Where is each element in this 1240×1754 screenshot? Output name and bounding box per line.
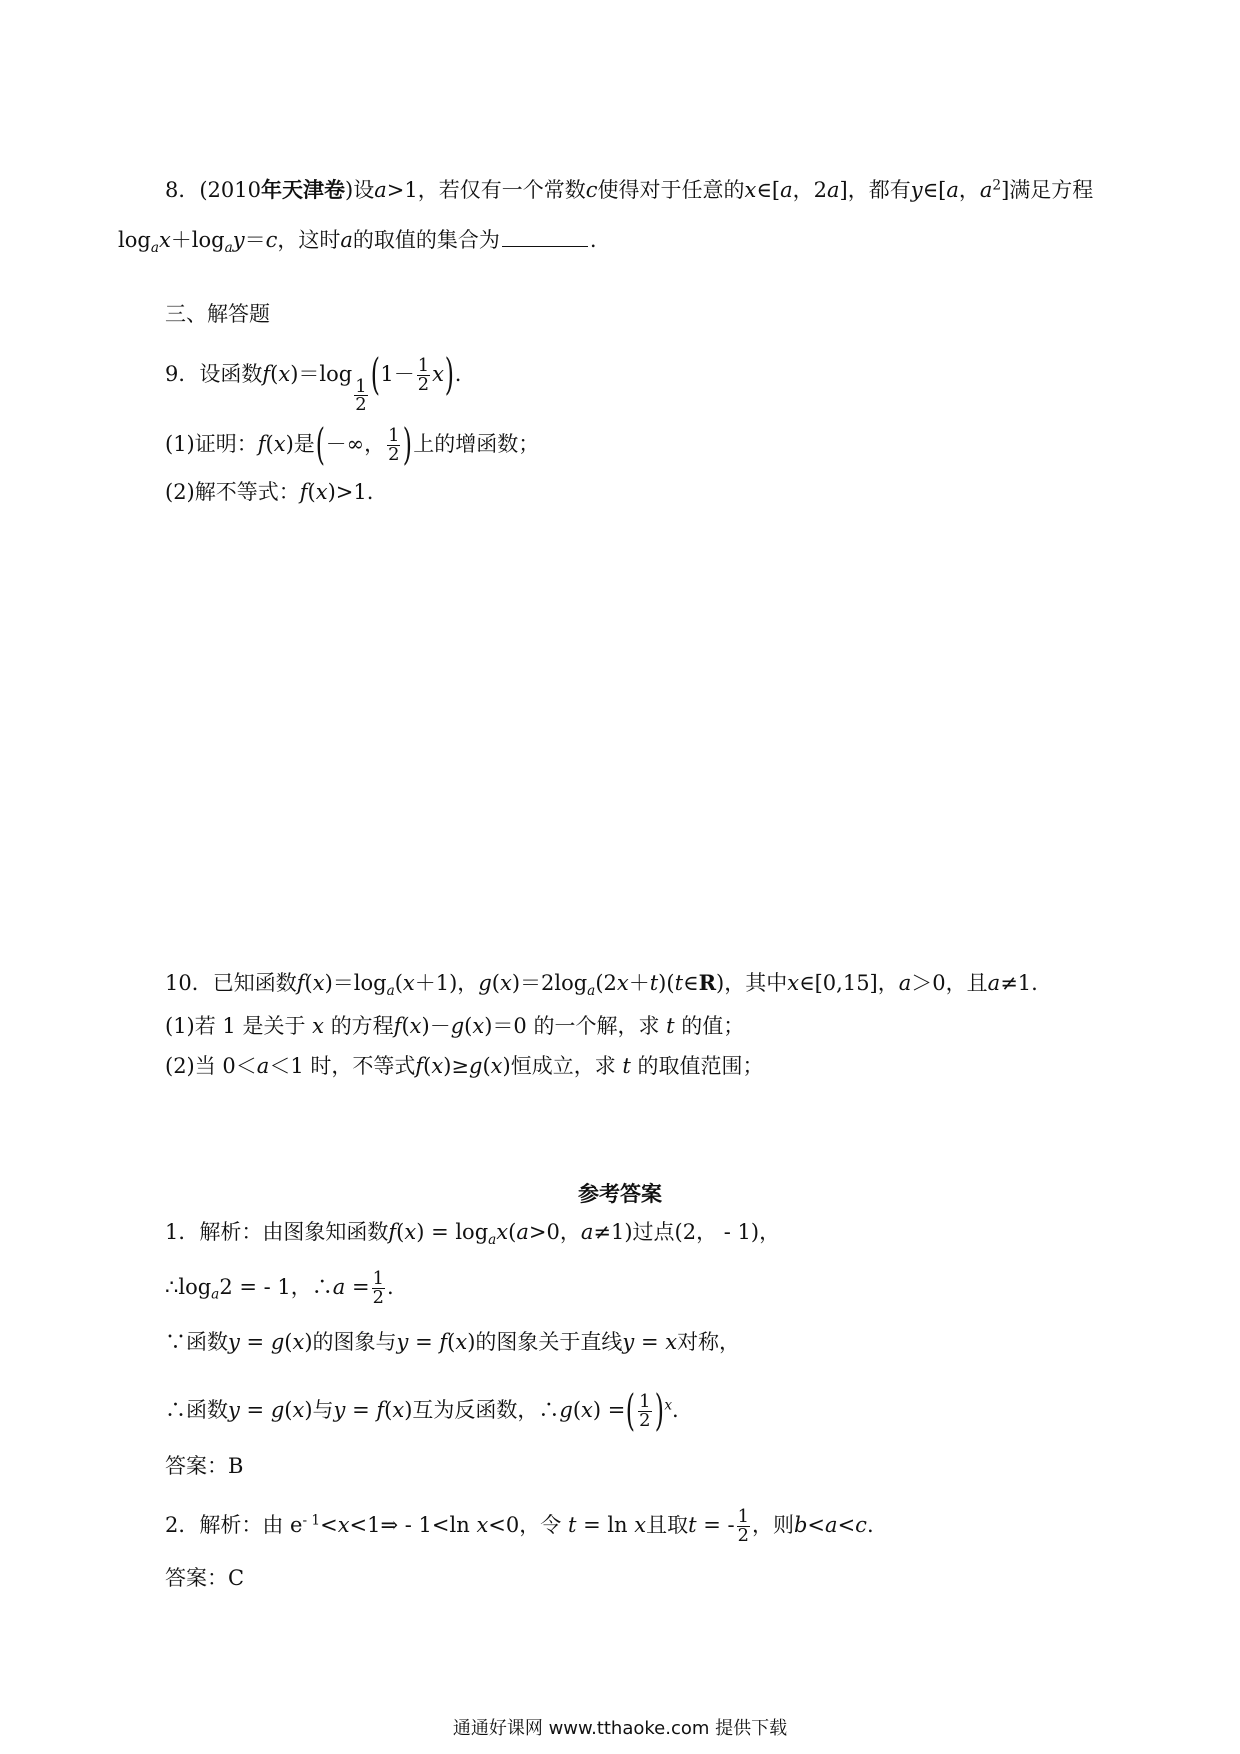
text: 的取值范围； [637,1054,764,1078]
var: a [580,1220,594,1244]
text: ＋1)， [414,971,479,995]
a1-line2 [165,1270,394,1307]
subscript: a [150,239,159,256]
subscript: a [211,1286,220,1303]
var: x [292,1330,305,1354]
text: < [320,1512,338,1537]
text: = [345,1274,370,1299]
text: ＝ [244,228,266,252]
text: . [672,1398,679,1423]
var: t [688,1512,697,1537]
var: x [476,1512,489,1537]
text: = [408,1330,440,1354]
var: f [296,971,305,995]
text: <1⇒ - 1<ln [349,1512,470,1537]
a1-line1 [165,1220,781,1248]
text: ( [396,1220,405,1244]
q10-part1 [165,1014,744,1039]
numerator: 1 [417,355,430,377]
text: ]满足方程 [1001,178,1094,202]
right-paren: ) [654,1386,664,1436]
text: ( [401,1014,410,1038]
text: )恒成立，求 [502,1054,616,1078]
numerator: 1 [639,1391,651,1413]
denominator: 2 [355,394,367,416]
text: )，其中 [716,971,788,995]
var: x [273,432,286,457]
text: <0，令 [488,1512,562,1537]
answers-title: 参考答案 [578,1182,662,1206]
var: x [472,1014,485,1038]
text: 的值； [681,1014,745,1038]
text: ∴函数 [165,1398,228,1423]
q10-part2 [165,1054,764,1079]
text: )＝2log [511,971,588,995]
q9-part1 [165,420,540,470]
text: ＞0，且 [911,971,988,995]
fraction [387,427,400,464]
denominator: 2 [639,1410,651,1432]
left-paren: ( [315,420,325,470]
text: < [837,1512,856,1537]
text: >1，若仅有一个常数 [386,178,586,202]
text: －∞， [325,432,386,457]
text: ∈[ [756,178,781,202]
var: a [256,1054,270,1078]
text: )与 [304,1398,334,1423]
var: t [674,971,684,995]
text: 的取值的集合为 [352,228,500,252]
text: . [454,362,462,387]
var: x [392,1398,405,1423]
text: )设 [345,178,375,202]
q10-stem [165,970,1038,999]
text: 使得对于任意的 [597,178,745,202]
q8-line2 [118,228,597,256]
var: y [228,1398,240,1423]
var: y [228,1330,240,1354]
section-title: 三、解答题 [165,302,270,326]
fraction [417,357,430,394]
a2-line1 [165,1508,874,1545]
text: 上的增函数； [413,432,540,457]
text: (2 [595,971,617,995]
text: ( [491,971,500,995]
var: x [278,362,291,387]
subscript: a [224,239,233,256]
var: a [374,178,387,202]
text: ∈[0,15]， [799,971,899,995]
text: )＝log [290,362,353,387]
text: (2)当 0＜ [165,1054,257,1078]
var: x [312,1014,324,1038]
text: ＋log [170,228,225,252]
exponent: - 1 [302,1512,321,1529]
exponent: 2 [992,177,1002,194]
text: )是 [285,432,315,457]
text: (1)证明： [165,432,258,457]
var: x [432,362,444,387]
q9-stem [165,350,462,416]
var: y [232,228,245,252]
var: t [622,1054,631,1078]
var: x [312,971,325,995]
text: )＝log [324,971,387,995]
var: f [415,1054,424,1078]
left-paren: ( [626,1386,636,1436]
var: x [616,971,629,995]
var: a [898,971,912,995]
text: (1)若 1 是关于 [165,1014,306,1038]
text: ( [307,480,316,504]
text: = - [696,1512,735,1537]
text: = ln [576,1512,628,1537]
var: g [469,1054,483,1078]
text: 10．已知函数 [165,971,297,995]
text: ， [958,178,980,202]
text: ，则 [751,1512,794,1537]
text: 9．设函数 [165,362,263,387]
text: )的图象与 [304,1330,397,1354]
fraction [737,1508,750,1545]
text: >0， [528,1220,581,1244]
var: x [787,971,800,995]
var: x [158,228,171,252]
text: ( [265,432,274,457]
footer: 通通好课网 www.tthaoke.com 提供下载 [452,1718,788,1739]
var: a [987,971,1001,995]
text: ( [284,1330,293,1354]
text: )－ [421,1014,451,1038]
text: ∵函数 [165,1330,228,1354]
text: = [239,1330,271,1354]
fraction-base [354,375,367,416]
text: ，2 [792,178,827,202]
q9-part2 [165,480,373,505]
text: )≥ [443,1054,469,1078]
var: a [946,178,959,202]
var: g [559,1398,573,1423]
text: . [589,228,597,252]
text: ( [423,1054,432,1078]
a1-answer: 答案：B [165,1454,244,1478]
answer-blank[interactable] [502,245,588,247]
subscript: a [587,982,596,999]
text: . [866,1512,874,1537]
text: ( [384,1398,393,1423]
var: x [665,1330,678,1354]
text: = [634,1330,666,1354]
text: 1．解析：由图象知函数 [165,1220,389,1244]
var: x [496,1220,509,1244]
text: ≠1. [1000,971,1038,995]
right-paren: ) [444,350,454,400]
text: = [345,1398,377,1423]
q8-line1 [165,178,1093,203]
var: f [393,1014,402,1038]
text: ) = log [416,1220,489,1244]
var: y [396,1330,409,1354]
fraction [638,1393,651,1430]
var: g [450,1014,465,1038]
text: 年天津卷 [261,178,345,202]
var: y [333,1398,346,1423]
a1-line4 [165,1386,679,1436]
text: ( [447,1330,456,1354]
text: 对称， [677,1330,741,1354]
var: f [262,362,271,387]
var: a [340,228,353,252]
var: f [299,480,308,504]
numerator: 1 [355,375,367,397]
var: a [826,178,840,202]
text: ( [508,1220,517,1244]
text: (2)解不等式： [165,480,300,504]
var: f [388,1220,397,1244]
var: a [979,178,993,202]
numerator: 1 [737,1506,749,1527]
var: x [409,1014,422,1038]
text: )互为反函数，∴ [404,1398,560,1423]
var: f [376,1398,385,1423]
var: x [402,971,415,995]
a1-line3 [165,1330,740,1355]
text: ( [572,1398,582,1423]
text: ∈[ [922,178,947,202]
var: a [332,1274,346,1299]
denominator: 2 [737,1524,749,1546]
text: 2 = - 1，∴ [219,1274,333,1299]
var: g [270,1398,285,1423]
var: y [622,1330,635,1354]
var: x [337,1512,350,1537]
text: log [118,228,151,252]
text: ]，都有 [839,178,911,202]
var: c [855,1512,867,1537]
text: )＝0 的一个解，求 [484,1014,660,1038]
text: )的图象关于直线 [467,1330,623,1354]
text: = [239,1398,271,1423]
text: ∴log [165,1274,212,1299]
denominator: 2 [372,1286,384,1308]
text: ( [304,971,313,995]
var: x [455,1330,468,1354]
text: ( [464,1014,473,1038]
var: c [265,228,278,252]
var: g [270,1330,285,1354]
denominator: 2 [388,444,400,466]
var: x [744,178,757,202]
text: 且取 [646,1512,689,1537]
text: )>1. [327,480,374,504]
text: ，这时 [277,228,341,252]
text: )( [658,971,675,995]
text: ＋ [628,971,650,995]
text: ( [394,971,403,995]
text: . [386,1274,394,1299]
left-paren: ( [370,350,380,400]
var: x [634,1512,647,1537]
fraction [372,1270,385,1307]
var: g [478,971,492,995]
numerator: 1 [388,425,400,447]
var: b [793,1512,808,1537]
text: ( [284,1398,293,1423]
text: ) = [592,1398,626,1423]
text: ＜1 时，不等式 [269,1054,416,1078]
a2-answer: 答案：C [165,1566,245,1590]
set-symbol: R [698,970,717,995]
text: ( [270,362,279,387]
var: x [315,480,328,504]
text: 1－ [380,362,415,387]
denominator: 2 [417,374,430,396]
text: ( [482,1054,491,1078]
var: x [292,1398,305,1423]
var: t [666,1014,675,1038]
text: ∈ [683,971,699,995]
text: 2．解析：由 e [165,1512,303,1537]
var: t [567,1512,577,1537]
text: < [807,1512,826,1537]
exponent: x [664,1397,673,1414]
var: a [780,178,793,202]
var: c [585,178,598,202]
var: f [439,1330,448,1354]
var: x [404,1220,417,1244]
subscript: a [386,982,395,999]
subscript: a [488,1231,497,1248]
text: 8．(2010 [165,178,261,202]
var: y [910,178,923,202]
var: x [431,1054,444,1078]
var: a [516,1220,529,1244]
text: ≠1)过点(2， - 1)， [593,1220,781,1244]
var: a [825,1512,838,1537]
numerator: 1 [372,1268,384,1289]
var: x [581,1398,593,1423]
var: t [649,971,659,995]
var: f [257,432,266,457]
var: x [499,971,512,995]
text: 的方程 [330,1014,394,1038]
right-paren: ) [403,420,413,470]
var: x [490,1054,503,1078]
